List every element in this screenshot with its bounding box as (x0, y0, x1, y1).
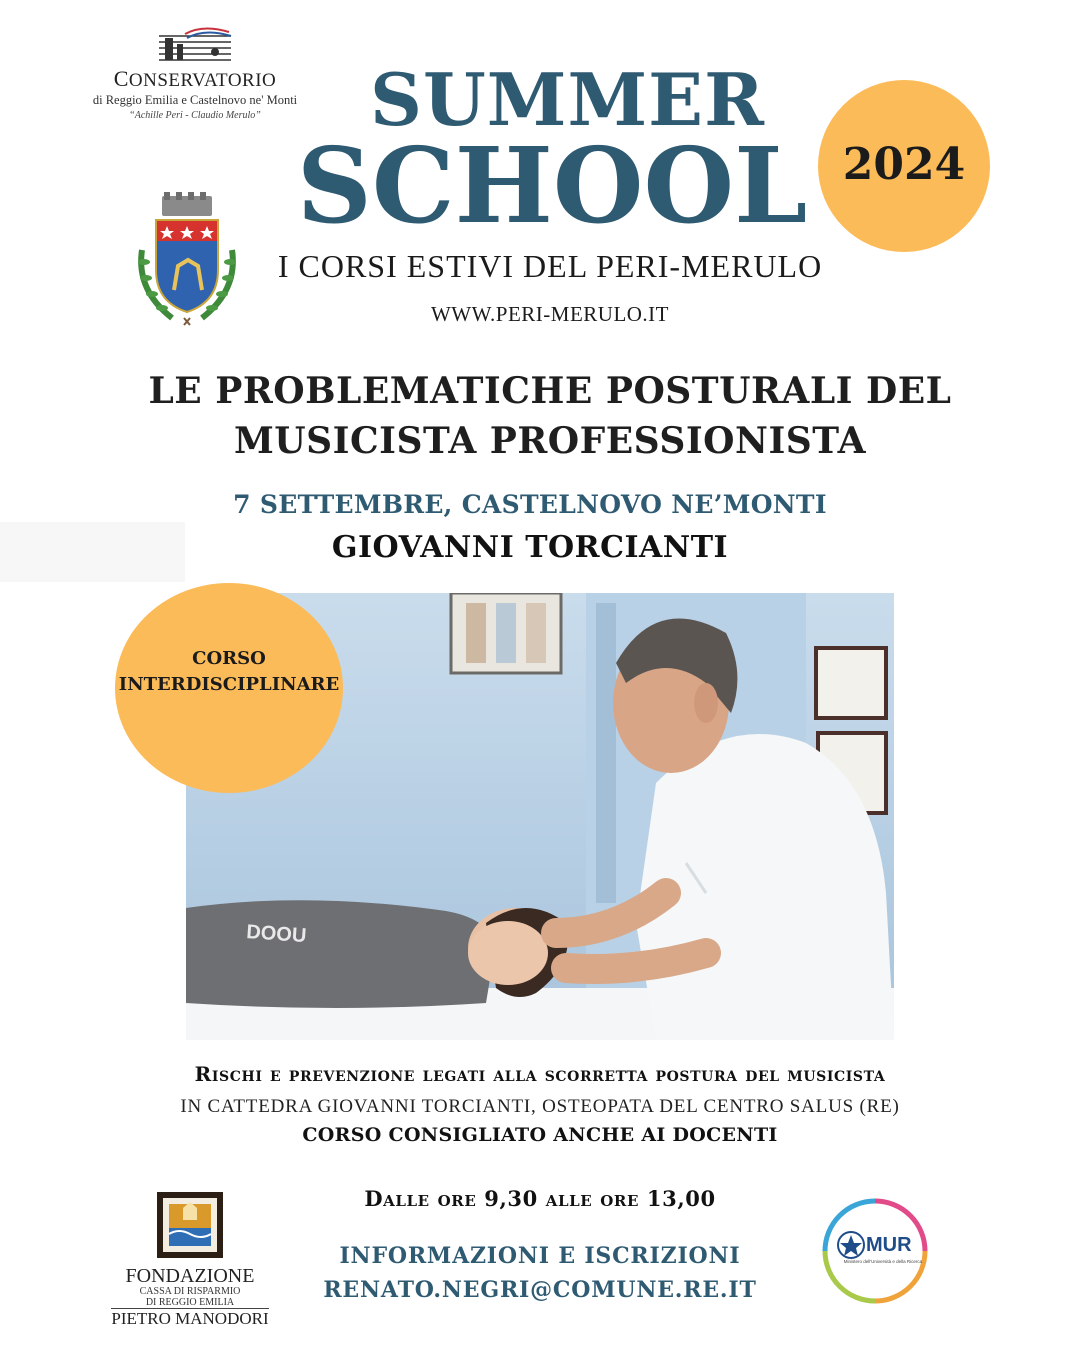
svg-text:DOOU: DOOU (245, 921, 308, 948)
fondazione-title: FONDAZIONE (125, 1265, 255, 1287)
badge-line1: CORSO (192, 648, 266, 669)
subtitle: I CORSI ESTIVI DEL PERI-MERULO (277, 248, 823, 284)
conservatorio-location: di Reggio Emilia e Castelnovo ne' Monti (92, 93, 298, 107)
course-title (80, 366, 1020, 466)
course-hours: Dalle ore 9,30 alle ore 13,00 (364, 1186, 716, 1211)
fondazione-name: PIETRO MANODORI (111, 1309, 269, 1328)
conservatorio-dedication: “Achille Peri - Claudio Merulo” (129, 110, 261, 121)
conservatorio-name (80, 66, 310, 92)
title-school: SCHOOL (296, 124, 808, 247)
conservatorio-logo (80, 22, 310, 132)
decorative-bar (0, 522, 185, 582)
conservatorio-name-rest: ONSERVATORIO (128, 70, 277, 91)
fondazione-sub2: DI REGGIO EMILIA (145, 1297, 235, 1308)
date-place: 7 SETTEMBRE, CASTELNOVO NE’MONTI (233, 490, 827, 519)
course-title-line1: LE PROBLEMATICHE POSTURALI DEL (148, 370, 952, 412)
badge-line2: INTERDISCIPLINARE (118, 674, 340, 695)
teacher-name: GIOVANNI TORCIANTI (331, 530, 729, 565)
interdisciplinary-badge-text (115, 646, 343, 698)
info-label: INFORMAZIONI E ISCRIZIONI (339, 1243, 741, 1269)
description-teacher: IN CATTEDRA GIOVANNI TORCIANTI, OSTEOPATA DEL CENTRO SALUS (RE) (180, 1096, 900, 1117)
info-email-link[interactable]: RENATO.NEGRI@COMUNE.RE.IT (323, 1277, 757, 1303)
description-headline: Rischi e prevenzione legati alla scorretta postura del musicista (194, 1062, 886, 1086)
fondazione-emblem-icon (155, 1190, 225, 1260)
title-summer: SUMMER (370, 57, 765, 142)
year-text: 2024 (842, 139, 966, 190)
fondazione-sub1: CASSA DI RISPARMIO (139, 1286, 241, 1297)
fondazione-logo (100, 1190, 280, 1328)
course-title-line2: MUSICISTA PROFESSIONISTA (233, 420, 867, 462)
conservatorio-name-initial: C (113, 66, 129, 91)
coat-of-arms-icon (132, 190, 242, 330)
music-staff-icon (155, 22, 235, 64)
website-link[interactable]: WWW.PERI-MERULO.IT (430, 302, 670, 326)
description-recommendation: CORSO CONSIGLIATO ANCHE AI DOCENTI (302, 1124, 778, 1146)
mur-label: MUR (866, 1234, 912, 1256)
mur-subtitle: Ministero dell'Università e della Ricerca (843, 1259, 923, 1264)
